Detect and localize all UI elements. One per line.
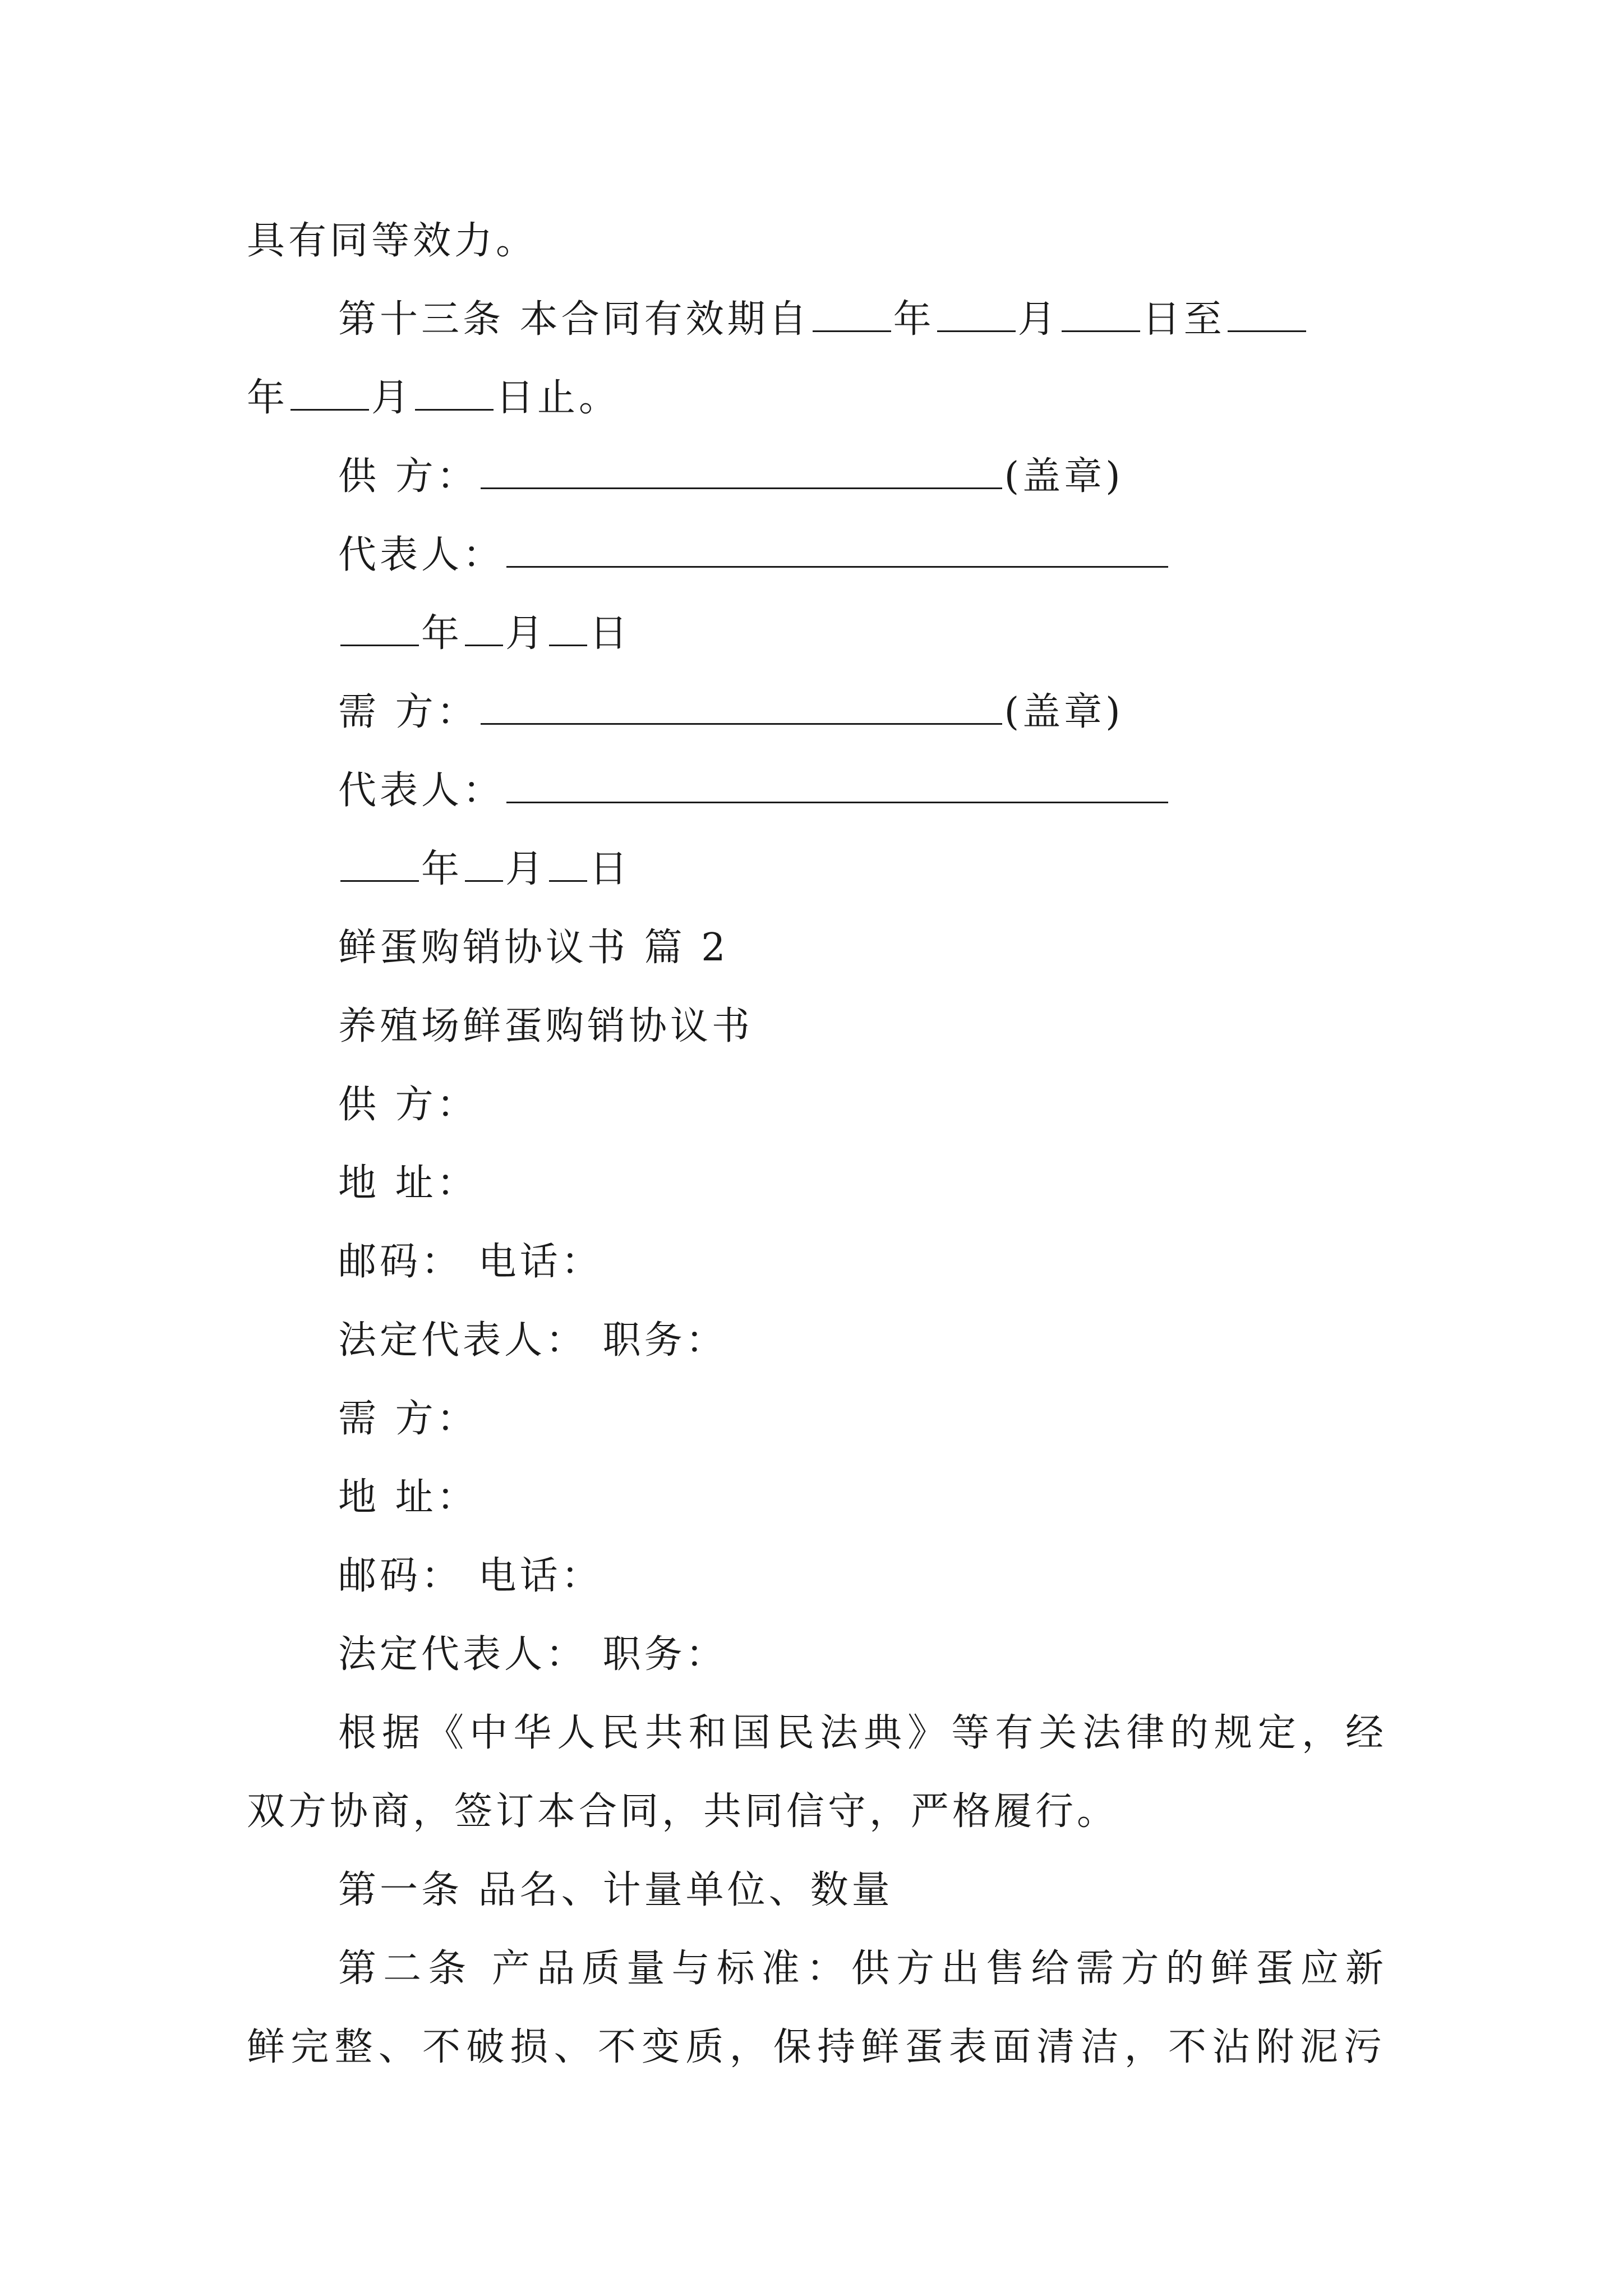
blank-field[interactable] bbox=[937, 293, 1016, 332]
blank-field[interactable] bbox=[813, 293, 891, 332]
continuation-text: 具有同等效力。 bbox=[247, 219, 538, 263]
article-2-line-2: 鲜完整、不破损、不变质，保持鲜蛋表面清洁，不沾附泥污 bbox=[247, 2025, 1385, 2069]
blank-field[interactable] bbox=[1062, 293, 1140, 332]
preamble-line-1: 根据《中华人民共和国民法典》等有关法律的规定，经 bbox=[338, 1711, 1387, 1755]
blank-field[interactable] bbox=[340, 608, 419, 646]
buyer-postcode-phone-line: 邮码： 电话： bbox=[338, 1554, 603, 1598]
buyer-rep-field[interactable] bbox=[506, 765, 1168, 803]
buyer-address-line: 地 址： bbox=[338, 1475, 478, 1520]
blank-field[interactable] bbox=[340, 843, 419, 882]
supplier-party-line: 供 方： bbox=[338, 1083, 478, 1127]
article-1: 第一条 品名、计量单位、数量 bbox=[338, 1868, 893, 1912]
document-title: 养殖场鲜蛋购销协议书 bbox=[338, 1004, 754, 1048]
blank-field[interactable] bbox=[465, 608, 503, 646]
blank-field[interactable] bbox=[549, 843, 587, 882]
preamble-line-2: 双方协商，签订本合同，共同信守，严格履行。 bbox=[247, 1789, 1119, 1834]
supplier-rep-line: 代表人： bbox=[338, 522, 1387, 589]
buyer-seal-line: 需 方： (盖章) bbox=[338, 679, 1387, 746]
supplier-postcode-phone-line: 邮码： 电话： bbox=[338, 1240, 603, 1284]
buyer-party-line: 需 方： bbox=[338, 1397, 478, 1441]
supplier-date-line: 年 月 日 bbox=[338, 600, 1387, 668]
supplier-address-line: 地 址： bbox=[338, 1161, 478, 1205]
blank-field[interactable] bbox=[465, 843, 503, 882]
blank-field[interactable] bbox=[291, 372, 369, 411]
article-2-line-1: 第二条 产品质量与标准：供方出售给需方的鲜蛋应新 bbox=[338, 1947, 1387, 1991]
blank-field[interactable] bbox=[549, 608, 587, 646]
supplier-name-field[interactable] bbox=[481, 450, 1002, 489]
supplier-legal-rep-line: 法定代表人： 职务： bbox=[338, 1318, 727, 1363]
buyer-rep-line: 代表人： bbox=[338, 757, 1387, 825]
supplier-seal-line: 供 方： (盖章) bbox=[338, 443, 1387, 510]
blank-field[interactable] bbox=[1228, 293, 1306, 332]
article-13-line-2: 年 月 日止。 bbox=[247, 365, 1385, 432]
buyer-name-field[interactable] bbox=[481, 686, 1002, 725]
buyer-legal-rep-line: 法定代表人： 职务： bbox=[338, 1632, 727, 1677]
supplier-rep-field[interactable] bbox=[506, 529, 1168, 568]
buyer-date-line: 年 月 日 bbox=[338, 836, 1387, 903]
section-heading: 鲜蛋购销协议书 篇 2 bbox=[338, 926, 729, 970]
blank-field[interactable] bbox=[415, 372, 494, 411]
article-13-line-1: 第十三条 本合同有效期自 年 月 日至 bbox=[338, 286, 1387, 353]
